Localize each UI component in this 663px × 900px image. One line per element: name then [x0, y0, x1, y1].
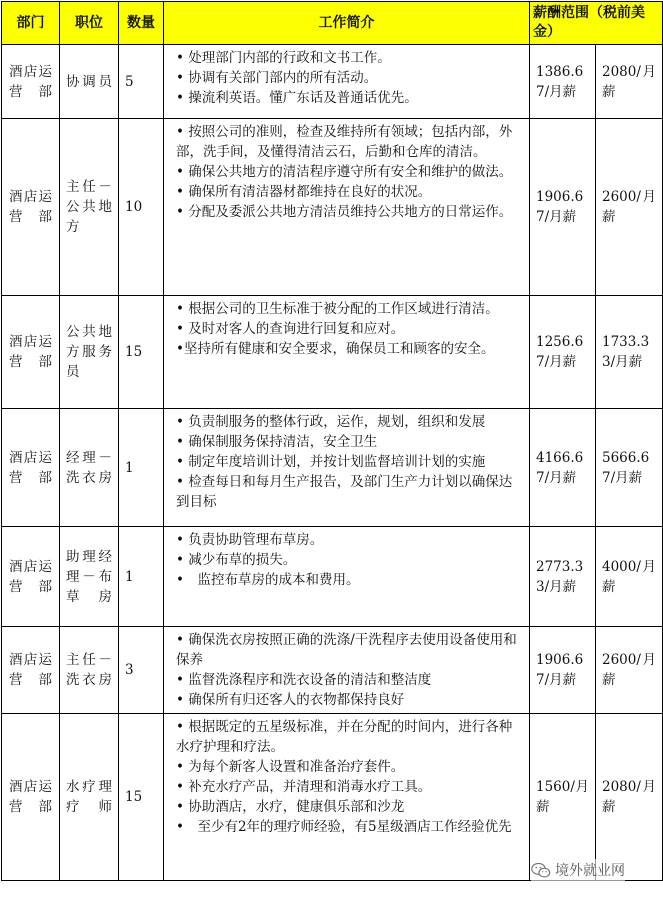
duty-item: • 监控布草房的成本和费用。 [176, 572, 360, 588]
duty-list [176, 412, 523, 512]
position-cell: 经理－洗衣房 [60, 409, 119, 527]
table-row [2, 714, 663, 881]
duty-list [176, 299, 523, 359]
duty-item: • 确保洗衣房按照正确的洗涤/干洗程序去使用设备使用和保养 [176, 632, 517, 668]
dept-cell: 酒店运营部 [2, 714, 60, 881]
quantity-cell: 15 [119, 714, 164, 881]
duty-item: • 按照公司的准则，检查及维持所有领域；包括内部，外部，洗手间，及懂得清洁云石，后勤和仓库的清洁。 [176, 124, 513, 160]
salary-min-cell: 1906.67/月薪 [530, 627, 596, 714]
table-row [2, 119, 663, 296]
description-cell [164, 119, 530, 296]
duty-item: • 为每个新客人设置和准备治疗套件。 [176, 759, 405, 775]
salary-max-cell: 2600/月薪 [596, 119, 663, 296]
duty-item: • 确保公共地方的清洁程序遵守所有安全和维护的做法。 [176, 164, 513, 180]
quantity-cell: 15 [119, 296, 164, 409]
dept-cell: 酒店运营部 [2, 45, 60, 119]
duty-item: •坚持所有健康和安全要求，确保员工和顾客的安全。 [176, 341, 495, 357]
salary-min-cell: 1256.67/月薪 [530, 296, 596, 409]
jobs-table [1, 1, 663, 881]
salary-max-cell: 5666.67/月薪 [596, 409, 663, 527]
position-cell: 公共地方服务员 [60, 296, 119, 409]
description-cell [164, 527, 530, 627]
duty-item: • 制定年度培训计划，并按计划监督培训计划的实施 [176, 454, 486, 470]
salary-max-cell: 4000/月薪 [596, 527, 663, 627]
table-row [2, 627, 663, 714]
table-row [2, 409, 663, 527]
table-row [2, 527, 663, 627]
salary-max-cell: 2600/月薪 [596, 627, 663, 714]
duty-item: • 确保制服务保持清洁，安全卫生 [176, 434, 378, 450]
dept-cell: 酒店运营部 [2, 296, 60, 409]
duty-item: • 协调有关部门部内的所有活动。 [176, 70, 378, 86]
quantity-cell: 1 [119, 409, 164, 527]
salary-min-cell: 1560/月薪 [530, 714, 596, 881]
position-cell: 助理经理－布草房 [60, 527, 119, 627]
duty-list [176, 122, 523, 222]
quantity-cell: 3 [119, 627, 164, 714]
watermark [531, 859, 625, 881]
position-cell: 水疗理疗师 [60, 714, 119, 881]
duty-item: • 协助酒店，水疗，健康俱乐部和沙龙 [176, 799, 405, 815]
description-cell [164, 714, 530, 881]
quantity-cell: 5 [119, 45, 164, 119]
header-salary: 薪酬范围（税前美金） [530, 2, 663, 45]
position-cell: 协调员 [60, 45, 119, 119]
dept-cell: 酒店运营部 [2, 409, 60, 527]
header-quantity: 数量 [119, 2, 164, 45]
header-dept: 部门 [2, 2, 60, 45]
duty-list [176, 717, 523, 837]
dept-cell: 酒店运营部 [2, 119, 60, 296]
quantity-cell: 1 [119, 527, 164, 627]
wechat-icon [531, 862, 551, 879]
salary-max-cell: 2080/月薪 [596, 714, 663, 881]
duty-item: • 分配及委派公共地方清洁员维持公共地方的日常运作。 [176, 204, 513, 220]
description-cell [164, 45, 530, 119]
table-row [2, 45, 663, 119]
duty-item: • 监督洗涤程序和洗衣设备的清洁和整洁度 [176, 672, 432, 688]
header-row [2, 2, 663, 45]
salary-max-cell: 1733.33/月薪 [596, 296, 663, 409]
duty-item: • 根据既定的五星级标准，并在分配的时间内，进行各种水疗护理和疗法。 [176, 719, 513, 755]
duty-list [176, 48, 523, 108]
description-cell [164, 409, 530, 527]
header-position: 职位 [60, 2, 119, 45]
duty-item: • 确保所有清洁器材都维持在良好的状况。 [176, 184, 432, 200]
table-row [2, 296, 663, 409]
position-cell: 主任－洗衣房 [60, 627, 119, 714]
duty-item: • 至少有2年的理疗师经验，有5星级酒店工作经验优先 [176, 819, 512, 835]
duty-item: • 根据公司的卫生标准于被分配的工作区域进行清洁。 [176, 301, 499, 317]
duty-list [176, 530, 523, 590]
duty-item: • 处理部门内部的行政和文书工作。 [176, 50, 391, 66]
salary-max-cell: 2080/月薪 [596, 45, 663, 119]
duty-item: • 确保所有归还客人的衣物都保持良好 [176, 692, 405, 708]
duty-list [176, 630, 523, 710]
duty-item: • 补充水疗产品，并清理和消毒水疗工具。 [176, 779, 432, 795]
duty-item: • 检查每日和每月生产报告，及部门生产力计划以确保达到目标 [176, 474, 513, 510]
description-cell [164, 627, 530, 714]
salary-min-cell: 1386.67/月薪 [530, 45, 596, 119]
salary-min-cell: 2773.33/月薪 [530, 527, 596, 627]
header-description: 工作简介 [164, 2, 530, 45]
duty-item: • 负责协助管理布草房。 [176, 532, 324, 548]
duty-item: • 减少布草的损失。 [176, 552, 297, 568]
dept-cell: 酒店运营部 [2, 527, 60, 627]
duty-item: • 操流利英语。懂广东话及普通话优先。 [176, 90, 418, 106]
description-cell [164, 296, 530, 409]
duty-item: • 负责制服务的整体行政，运作，规划，组织和发展 [176, 414, 486, 430]
duty-item: • 及时对客人的查询进行回复和应对。 [176, 321, 405, 337]
salary-min-cell: 1906.67/月薪 [530, 119, 596, 296]
watermark-text: 境外就业网 [555, 863, 625, 879]
dept-cell: 酒店运营部 [2, 627, 60, 714]
position-cell: 主任－公共地方 [60, 119, 119, 296]
quantity-cell: 10 [119, 119, 164, 296]
salary-min-cell: 4166.67/月薪 [530, 409, 596, 527]
